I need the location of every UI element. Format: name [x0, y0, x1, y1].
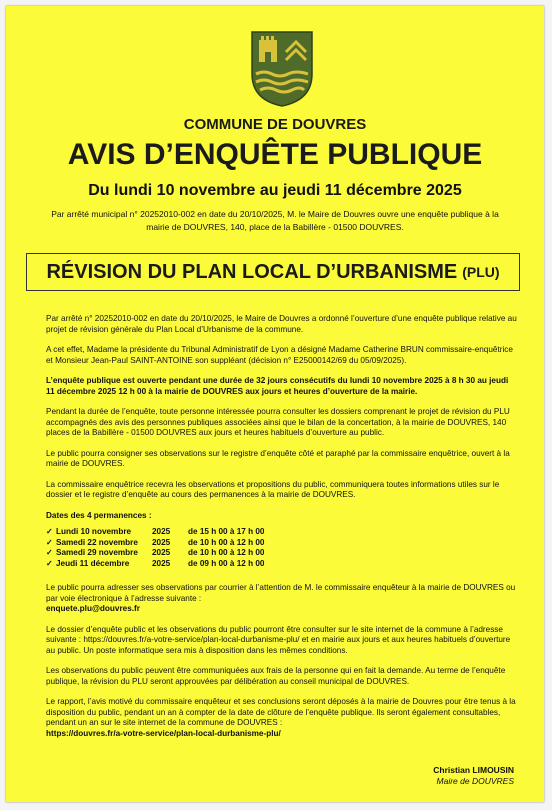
paragraph-website: Le dossier d’enquête public et les observations du public pourront être consulter sur le site internet de la commune à l’adresse suivante : https://douvres.fr/a-votre-service/plan-local-durbanisme-plu/ et en mairie aux jours et aux heures habituels d’ouverture au public. Un poste informatique sera mis à disposition dans les mêmes conditions.	[46, 624, 511, 655]
paragraph-observations: La commissaire enquêtrice recevra les observations et propositions du public, communiquera toutes informations utiles sur le dossier et le registre d’enquête au cours des permanences à la mairie de DOUVRES.	[46, 479, 500, 499]
notice-body	[46, 314, 518, 749]
list-item: ✓ Jeudi 11 décembre 2025 de 09 h 00 à 12 h 00	[46, 558, 265, 568]
checkmark-icon: ✓	[46, 537, 53, 547]
plu-abbr: (PLU)	[462, 264, 500, 280]
list-item: ✓ Samedi 22 novembre 2025 de 10 h 00 à 12 h 00	[46, 537, 265, 547]
plu-title: RÉVISION DU PLAN LOCAL D’URBANISME	[46, 260, 458, 283]
paragraph-costs: Les observations du public peuvent être communiquées aux frais de la personne qui en fait la demande. Au terme de l’enquête publique, la révision du PLU seront approuvées par délibération au conseil municipal de DOUVRES.	[46, 666, 506, 686]
plu-title-box	[26, 253, 520, 291]
mayor-role: Maire de DOUVRES	[436, 776, 514, 786]
paragraph-commissioner: A cet effet, Madame la présidente du Tribunal Administratif de Lyon a désigné Madame Catherine BRUN commissaire-enquêtrice et Monsieur Jean-Paul SAINT-ANTOINE son suppléant (décision n° E25000142/69 du 05/09/2025).	[46, 345, 513, 365]
permanences-title: Dates des 4 permanences :	[46, 510, 152, 520]
intro-text: Par arrêté municipal n° 20252010-002 en date du 20/10/2025, M. le Maire de Douvres ouvre une enquête publique à la mairie de DOUVRES, 140, place de la Babillère - 01500 DOUVRES.	[51, 209, 499, 232]
checkmark-icon: ✓	[46, 548, 53, 557]
paragraph-report: Le rapport, l’avis motivé du commissaire enquêteur et ses conclusions seront déposés à la mairie de Douvres pour être tenus à la disposition du public, pendant un an à compter de la date de clôture de l’enquête publique. Ils seront également consultables, pendant un an sur le site internet de la commune de DOUVRES : https://douvres.fr/a-votre-service/plan-local-durbanisme-plu/	[46, 697, 516, 738]
paragraph-register: Le public pourra consigner ses observations sur le registre d’enquête côté et paraphé par la commissaire enquêtrice, ouvert à la mairie de DOUVRES.	[46, 448, 510, 468]
paragraph-duration: L’enquête publique est ouverte pendant une durée de 32 jours consécutifs du lundi 10 novembre 2025 à 8 h 30 au jeudi 11 décembre 2025 12 h 00 à la mairie de DOUVRES aux jours et heures d’ouverture de la mairie.	[46, 376, 509, 396]
inquiry-dates: Du lundi 10 novembre au jeudi 11 décembre 2025	[88, 182, 462, 199]
permanences-list	[46, 527, 518, 569]
paragraph-mail: Le public pourra adresser ses observations par courrier à l’attention de M. le commissaire enquêteur à la mairie de DOUVRES ou par voie électronique à l’adresse suivante : enquete.plu@douvres.fr	[46, 583, 516, 613]
checkmark-icon: ✓	[46, 527, 53, 536]
email-link[interactable]: enquete.plu@douvres.fr	[46, 604, 140, 613]
page-title: AVIS D’ENQUÊTE PUBLIQUE	[67, 138, 483, 171]
paragraph-decree: Par arrêté n° 20252010-002 en date du 20/10/2025, le Maire de Douvres a ordonné l’ouverture d’une enquête publique relative au projet de révision générale du Plan Local d’Urbanisme de la commune.	[46, 314, 517, 334]
website-link[interactable]: https://douvres.fr/a-votre-service/plan-local-durbanisme-plu/	[46, 728, 281, 738]
coat-of-arms-icon	[250, 30, 314, 108]
paragraph-consultation: Pendant la durée de l’enquête, toute personne intéressée pourra consulter les dossiers comprenant le projet de révision du PLU accompagnés des avis des personnes publiques associées ainsi que le bilan de la concertation, à la mairie de DOUVRES, 140 places de la Babillère - 01500 DOUVRES aux jours et heures habituels d’ouverture au public.	[46, 407, 510, 437]
mayor-name: Christian LIMOUSIN	[433, 765, 514, 775]
notice-sheet	[6, 6, 544, 802]
list-item: ✓ Samedi 29 novembre 2025 de 10 h 00 à 12 h 00	[46, 548, 265, 557]
signature	[433, 765, 514, 787]
checkmark-icon: ✓	[46, 558, 53, 568]
commune-name: COMMUNE DE DOUVRES	[183, 116, 367, 133]
list-item: ✓ Lundi 10 novembre 2025 de 15 h 00 à 17 h 00	[46, 527, 265, 536]
